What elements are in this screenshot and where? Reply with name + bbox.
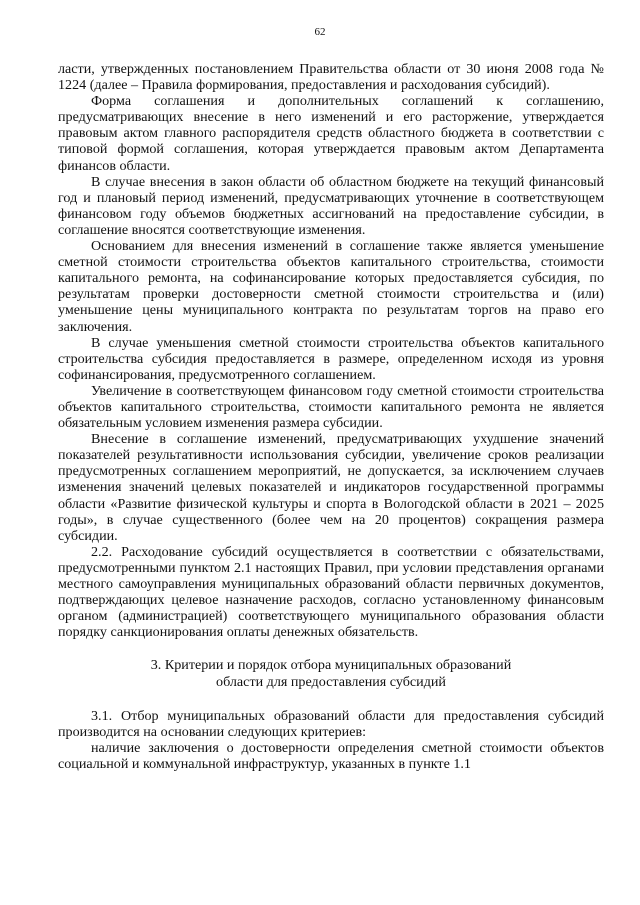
paragraph-clause-2-2: 2.2. Расходование субсидий осуществляется в соответствии с обязательствами, предусмотренными пунктом 2.1 настоящих Правил, при условии представления органами местного самоуправления муниципальных образований области первичных документов, подтверждающих целевое назначение расходов, согласно установленному финансовым органом (администрацией) соответствующего муниципального образования области порядку санкционирования оплаты денежных обязательств.: [58, 543, 604, 641]
page-number: 62: [314, 26, 326, 38]
paragraph-grounds-for-changes: Основанием для внесения изменений в соглашение также является уменьшение сметной стоимости строительства объектов капитального строительства, стоимости капитального ремонта, на софинансирование которых предоставляется субсидия, по результатам проверки достоверности сметной стоимости строительства и (или) уменьшение цены муниципального контракта по результатам торгов на право его заключения.: [58, 238, 604, 335]
paragraph-agreement-form: Форма соглашения и дополнительных соглашений к соглашению, предусматривающих внесение в него изменений и его расторжение, утверждается правовым актом главного распорядителя средств областного бюджета в соответствии с типовой формой соглашения, которая утверждается правовым актом Департамента финансов области.: [58, 93, 604, 174]
paragraph-cost-increase: Увеличение в соответствующем финансовом году сметной стоимости строительства объектов капитального строительства, стоимости капитального ремонта не является обязательным условием изменения размера субсидии.: [58, 382, 604, 432]
paragraph-criterion-conclusion: наличие заключения о достоверности определения сметной стоимости объектов социальной и коммунальной инфраструктур, указанных в пункте 1.1: [58, 740, 604, 773]
paragraph-clause-3-1: 3.1. Отбор муниципальных образований области для предоставления субсидий производится на основании следующих критериев:: [58, 707, 604, 741]
paragraph-continuation: ласти, утвержденных постановлением Правительства области от 30 июня 2008 года № 1224 (далее – Правила формирования, предоставления и расходования субсидий).: [58, 61, 604, 94]
section-heading-line-1: 3. Критерии и порядок отбора муниципальных образований: [150, 657, 512, 674]
paragraph-indicator-changes: Внесение в соглашение изменений, предусматривающих ухудшение значений показателей результативности использования субсидии, увеличение сроков реализации предусмотренных соглашением мероприятий, не допускается, за исключением случаев изменения значений целевых показателей и индикаторов государственной программы области «Развитие физической культуры и спорта в Вологодской области в 2021 – 2025 годы», в случае существенного (более чем на 20 процентов) сокращения размера субсидии.: [58, 431, 604, 544]
section-heading-line-2: области для предоставления субсидий: [216, 673, 446, 690]
section-heading: [58, 657, 604, 690]
paragraph-cost-reduction: В случае уменьшения сметной стоимости строительства объектов капитального строительства субсидия предоставляется в размере, определенном исходя из уровня софинансирования, предусмотренного соглашением.: [58, 334, 604, 383]
document-body: [58, 61, 604, 772]
paragraph-budget-law-changes: В случае внесения в закон области об областном бюджете на текущий финансовый год и плановый период изменений, предусматривающих уточнение в соответствующем финансовом году объемов бюджетных ассигнований на предоставление субсидии, в соглашение вносятся соответствующие изменения.: [58, 173, 604, 238]
